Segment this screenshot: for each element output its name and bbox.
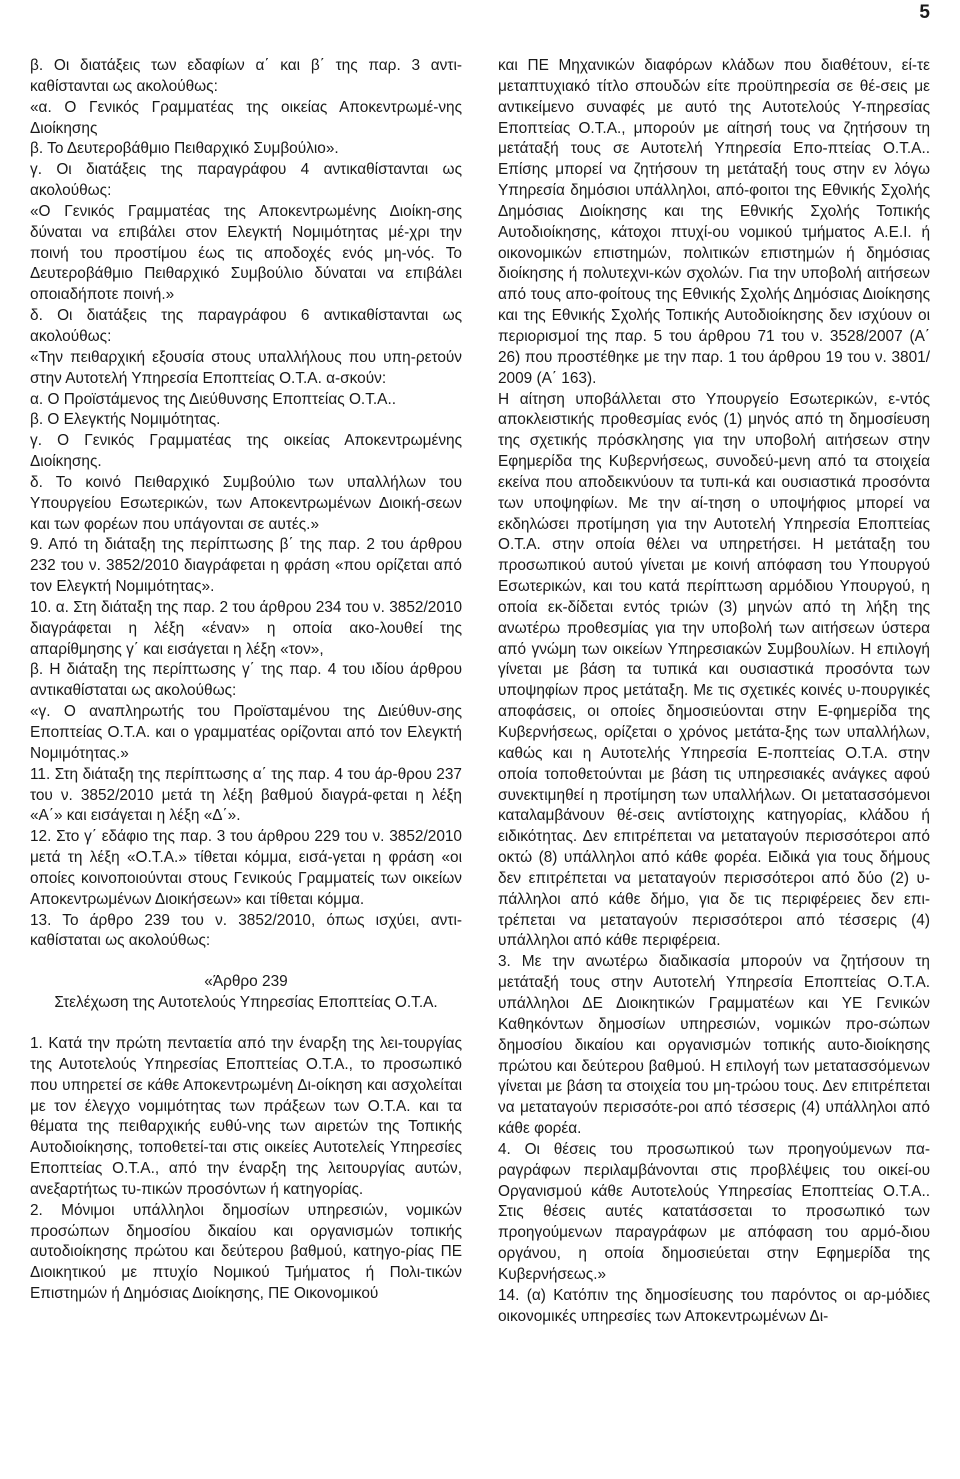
paragraph: και ΠΕ Μηχανικών διαφόρων κλάδων που διαθέτουν, εί-τε μεταπτυχιακό τίτλο σπουδών είτε προϋπηρεσία σε θέ-σεις με αντικείμενο συναφές με αυτό της Αυτοτελούς Υ-πηρεσίας Εποπτείας Ο.Τ.Α., μπορούν με αίτησή τους να ζητήσουν τη μετάταξή τους σε Αυτοτελή Υπηρεσία Επο-πτείας Ο.Τ.Α.. Επίσης μπορεί να ζητήσουν τη μετάταξή τους στην εν λόγω Υπηρεσία δημόσιοι υπάλληλοι, από-φοιτοι της Εθνικής Σχολής Δημόσιας Διοίκησης και της Εθνικής Σχολής Τοπικής Αυτοδιοίκησης, κάτοχοι πτυχί-ου νομικού τμήματος Α.Ε.Ι. ή οικονομικών επιστημών, πολιτικών επιστημών ή δημόσιας διοίκησης ή πολυτεχνι-κών σχολών. Για την υποβολή αιτήσεων από τους απο-φοίτους της Εθνικής Σχολής Δημόσιας Διοίκησης και της Εθνικής Σχολής Τοπικής Αυτοδιοίκησης δεν ισχύουν οι περιορισμοί της παρ. 5 του άρθρου 71 του ν. 3528/2007 (Α΄ 26) που προστέθηκε με την παρ. 1 του άρθρου 19 του ν. 3801/ 2009 (Α΄ 163). <box>498 57 930 387</box>
paragraph: 13. Το άρθρο 239 του ν. 3852/2010, όπως ισχύει, αντι-καθίσταται ως ακολούθως: <box>30 911 462 950</box>
paragraph: 3. Με την ανωτέρω διαδικασία μπορούν να ζητήσουν τη μετάταξή τους στην Αυτοτελή Υπηρεσία Εποπτείας Ο.Τ.Α. υπάλληλοι ΔΕ Διοικητικών Γραμματέων και ΥΕ Γενικών Καθηκόντων δημοσίων υπηρεσιών, νομικών προ-σώπων δημοσίου δικαίου και οργανισμών τοπικής αυτο-διοίκησης πρώτου και δεύτερου βαθμού. Η επιλογή των μετατασσόμενων γίνεται με βάση τα στοιχεία του μη-τρώου τους. Δεν επιτρέπεται να μεταταγούν περισσότε-ροι από τέσσερις (4) υπάλληλοι από κάθε φορέα. <box>498 953 930 1138</box>
right-column <box>498 56 930 1327</box>
left-column <box>30 56 462 1305</box>
article-subtitle: Στελέχωση της Αυτοτελούς Υπηρεσίας Εποπτείας Ο.Τ.Α. <box>54 994 438 1012</box>
paragraph: 14. (α) Κατόπιν της δημοσίευσης του παρόντος οι αρ-μόδιες οικονομικές υπηρεσίες των Αποκεντρωμένων Δι- <box>498 1286 930 1325</box>
paragraph: β. Ο Ελεγκτής Νομιμότητας. <box>30 411 221 429</box>
paragraph: 4. Οι θέσεις του προσωπικού των προηγούμενων πα-ραγράφων περιλαμβάνονται στις προβλέψεις του οικεί-ου Οργανισμού κάθε Αυτοτελούς Υπηρεσίας Εποπτείας Ο.Τ.Α.. Στις θέσεις αυτές κατατάσσεται το προσωπικό των προηγούμενων παραγράφων με απόφαση του αρμό-διου οργάνου, η οποία δημοσιεύεται στην Εφημερίδα της Κυβερνήσεως.» <box>498 1140 930 1283</box>
paragraph: α. Ο Προϊστάμενος της Διεύθυνσης Εποπτείας Ο.Τ.Α.. <box>30 390 396 408</box>
paragraph: Η αίτηση υποβάλλεται στο Υπουργείο Εσωτερικών, ε-ντός αποκλειστικής προθεσμίας ενός (1) μηνός από τη δημοσίευση της σχετικής πρόσκλησης για την υποβολή αιτήσεων στην Εφημερίδα της Κυβερνήσεως, συνοδεύ-μενη από τα στοιχεία εκείνα που αποδεικνύουν τα τυπι-κά και ουσιαστικά προσόντα των υποψηφίων. Με την αί-τηση ο υποψήφιος μπορεί να εκδηλώσει προτίμηση για την Αυτοτελή Υπηρεσία Εποπτείας Ο.Τ.Α. στην οποία θέλει να υπηρετήσει. Η μετάταξη του προσωπικού αυτού γίνεται με κοινή απόφαση του Υπουργού Εσωτερικών, και του κατά περίπτωση αρμόδιου Υπουργού, η οποία εκ-δίδεται εντός τριών (3) μηνών από τη λήξη της ανωτέρω προθεσμίας για την υποβολή των αιτήσεων ύστερα από γνώμη των οικείων Υπηρεσιακών Συμβουλίων. Η επιλογή γίνεται με βάση τα τυπικά και ουσιαστικά προσόντα των υποψηφίων προς μετάταξη. Με τις σχετικές κοινές υ-πουργικές αποφάσεις, οι οποίες δημοσιεύονται στην Ε-φημερίδα της Κυβερνήσεως, ορίζεται ο χρόνος μετάτα-ξης των υπαλλήλων, καθώς και η Αυτοτελής Υπηρεσία Ε-ποπτείας Ο.Τ.Α. στην οποία τοποθετούνται με βάση τις υπηρεσιακές ανάγκες αφού συνεκτιμηθεί η προτίμηση των υπαλλήλων. Οι μετατασσόμενοι καταλαμβάνουν θέ-σεις αντίστοιχης κατηγορίας, κλάδου ή ειδικότητας. Δεν επιτρέπεται να μεταταγούν περισσότεροι από οκτώ (8) υπάλληλοι από κάθε φορέα. Ειδικά για τους δήμους δεν επιτρέπεται να μεταταγούν περισσότεροι από δύο (2) υ-πάλληλοι από κάθε δήμο, για δε τις περιφέρειες δεν επι-τρέπεται να μεταταγούν περισσότεροι από τέσσερις (4) υπάλληλοι από κάθε περιφέρεια. <box>498 390 930 950</box>
paragraph: 1. Κατά την πρώτη πενταετία από την έναρξη της λει-τουργίας της Αυτοτελούς Υπηρεσίας Εποπτείας Ο.Τ.Α., το προσωπικό που υπηρετεί σε κάθε Αποκεντρωμένη Δι-οίκηση και ασχολείται με τον έλεγχο νομιμότητας των πράξεων των Ο.Τ.Α. και τα θέματα της πειθαρχικής ευθύ-νης των αιρετών της Τοπικής Αυτοδιοίκησης, τοποθετεί-ται στις οικείες Αυτοτελείς Υπηρεσίες Εποπτείας Ο.Τ.Α., από την έναρξη της λειτουργίας αυτών, ανεξαρτήτως τυ-πικών προσόντων ή κατηγορίας. <box>30 1034 462 1198</box>
paragraph: δ. Το κοινό Πειθαρχικό Συμβούλιο των υπαλλήλων του Υπουργείου Εσωτερικών, των Αποκεντρωμένων Διοική-σεων και των φορέων που υπάγονται σε αυτές.» <box>30 473 462 533</box>
paragraph: 9. Από τη διάταξη της περίπτωσης β΄ της παρ. 2 του άρθρου 232 του ν. 3852/2010 διαγράφεται η φράση «που ορίζεται από τον Ελεγκτή Νομιμότητας». <box>30 536 462 596</box>
paragraph: «Ο Γενικός Γραμματέας της Αποκεντρωμένης Διοίκη-σης δύναται να επιβάλει στον Ελεγκτή Νομιμότητας μέ-χρι την ποινή του προστίμου έως τις αποδοχές ενός μη-νός. Το Δευτεροβάθμιο Πειθαρχικό Συμβούλιο δύναται να επιβάλει οποιαδήποτε ποινή.» <box>30 202 462 304</box>
paragraph: δ. Οι διατάξεις της παραγράφου 6 αντικαθίστανται ως ακολούθως: <box>30 307 462 345</box>
spacer <box>30 952 462 972</box>
spacer <box>30 1014 462 1034</box>
paragraph: 10. α. Στη διάταξη της παρ. 2 του άρθρου 234 του ν. 3852/2010 διαγράφεται η λέξη «έναν» η οποία ακο-λουθεί της απαρίθμησης γ΄ και εισάγεται η λέξη «τον», <box>30 598 462 658</box>
paragraph: «γ. Ο αναπληρωτής του Προϊσταμένου της Διεύθυν-σης Εποπτείας Ο.Τ.Α. και ο γραμματέας ορίζονται από τον Ελεγκτή Νομιμότητας.» <box>30 703 462 762</box>
paragraph: «α. Ο Γενικός Γραμματέας της οικείας Αποκεντρωμέ-νης Διοίκησης <box>30 98 462 137</box>
paragraph: 11. Στη διάταξη της περίπτωσης α΄ της παρ. 4 του άρ-θρου 237 του ν. 3852/2010 μετά τη λέξη βαθμού διαγρά-φεται η λέξη «Α΄» και εισάγεται η λέξη «Δ΄». <box>30 765 462 825</box>
paragraph: «Την πειθαρχική εξουσία στους υπαλλήλους που υπη-ρετούν στην Αυτοτελή Υπηρεσία Εποπτείας Ο.Τ.Α. α-σκούν: <box>30 348 462 387</box>
paragraph: 2. Μόνιμοι υπάλληλοι δημοσίων υπηρεσιών, νομικών προσώπων δημοσίου δικαίου και οργανισμών τοπικής αυτοδιοίκησης πρώτου και δεύτερου βαθμού, κατηγο-ρίας ΠΕ Διοικητικού με πτυχίο Νομικού Τμήματος ή Πολι-τικών Επιστημών ή Δημόσιας Διοίκησης, ΠΕ Οικονομικού <box>30 1201 462 1303</box>
paragraph: γ. Οι διατάξεις της παραγράφου 4 αντικαθίστανται ως ακολούθως: <box>30 161 462 200</box>
paragraph: β. Οι διατάξεις των εδαφίων α΄ και β΄ της παρ. 3 αντι-καθίστανται ως ακολούθως: <box>30 57 462 95</box>
paragraph: 12. Στο γ΄ εδάφιο της παρ. 3 του άρθρου 229 του ν. 3852/2010 μετά τη λέξη «Ο.Τ.Α.» τίθεται κόμμα, εισά-γεται η φράση «οι οποίες κοινοποιούνται στους Γενικούς Γραμματείς των οικείων Αποκεντρωμένων Διοικήσεων» και τίθεται κόμμα. <box>30 828 462 908</box>
paragraph: β. Η διάταξη της περίπτωσης γ΄ της παρ. 4 του ιδίου άρθρου αντικαθίσταται ως ακολούθως: <box>30 661 462 700</box>
paragraph: β. Το Δευτεροβάθμιο Πειθαρχικό Συμβούλιο». <box>30 140 339 158</box>
page-number: 5 <box>919 2 930 23</box>
paragraph: γ. Ο Γενικός Γραμματέας της οικείας Αποκεντρωμένης Διοίκησης. <box>30 432 462 471</box>
article-title: «Άρθρο 239 <box>204 973 288 991</box>
